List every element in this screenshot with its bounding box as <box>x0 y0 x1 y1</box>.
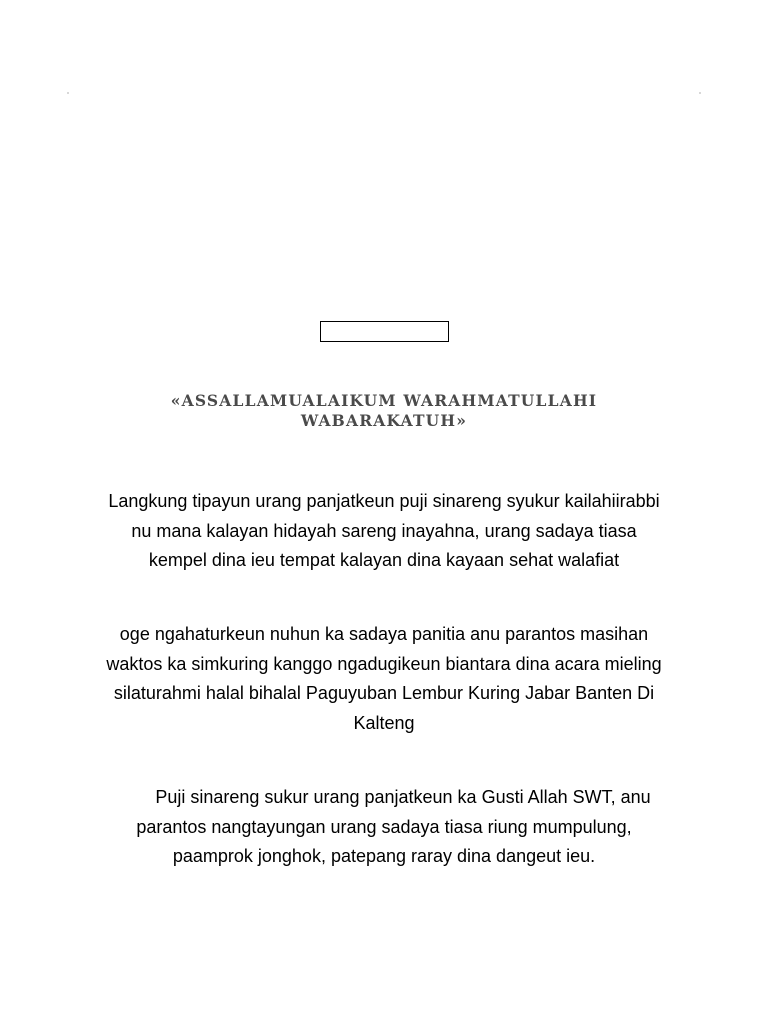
crop-mark-right <box>699 92 701 94</box>
crop-mark-left <box>67 92 69 94</box>
paragraph-line: parantos nangtayungan urang sadaya tiasa riung mumpulung, <box>136 816 632 837</box>
paragraph-line: oge ngahaturkeun nuhun ka sadaya panitia anu parantos masihan <box>119 624 649 644</box>
greeting-line-2: WABARAKATUH» <box>300 411 468 430</box>
greeting-heading <box>90 391 678 431</box>
paragraph-praise <box>40 783 728 872</box>
greeting-line-1: «ASSALLAMUALAIKUM WARAHMATULLAHI <box>170 391 598 410</box>
paragraph-line: Langkung tipayun urang panjatkeun puji sinareng syukur kailahiirabbi <box>108 491 660 511</box>
paragraph-line: Kalteng <box>353 712 415 733</box>
paragraph-line: kempel dina ieu tempat kalayan dina kayaan sehat walafiat <box>148 550 620 570</box>
paragraph-opening <box>40 487 728 576</box>
empty-text-box <box>320 321 449 342</box>
paragraph-line: silaturahmi halal bihalal Paguyuban Lembur Kuring Jabar Banten Di <box>113 683 655 703</box>
paragraph-thanks <box>40 620 728 738</box>
paragraph-line: paamprok jonghok, patepang raray dina dangeut ieu. <box>172 846 596 866</box>
paragraph-line: nu mana kalayan hidayah sareng inayahna, urang sadaya tiasa <box>131 520 637 541</box>
paragraph-line: Puji sinareng sukur urang panjatkeun ka Gusti Allah SWT, anu <box>155 787 651 807</box>
paragraph-line: waktos ka simkuring kanggo ngadugikeun biantara dina acara mieling <box>106 653 662 674</box>
